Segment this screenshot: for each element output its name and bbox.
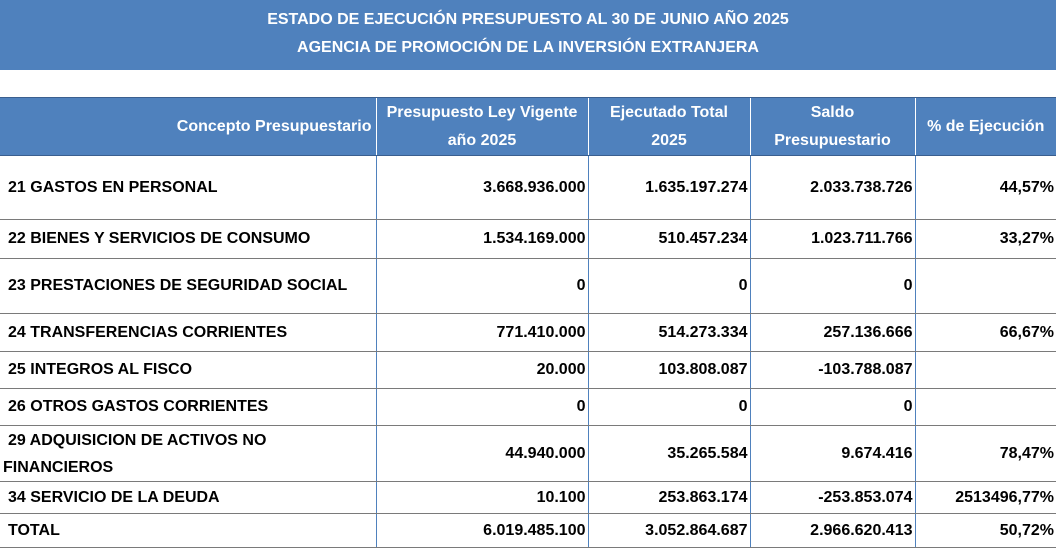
cell-ejecutado: 35.265.584 — [588, 426, 750, 482]
column-header-concepto: Concepto Presupuestario — [0, 98, 376, 156]
cell-ejecutado: 1.635.197.274 — [588, 156, 750, 220]
cell-presupuesto: 6.019.485.100 — [376, 514, 588, 548]
cell-presupuesto: 0 — [376, 259, 588, 314]
cell-ejecutado: 253.863.174 — [588, 482, 750, 514]
table-row — [0, 156, 1056, 220]
cell-presupuesto: 0 — [376, 389, 588, 426]
cell-saldo: 2.033.738.726 — [750, 156, 915, 220]
cell-porcentaje: 66,67% — [915, 314, 1056, 352]
cell-porcentaje — [915, 389, 1056, 426]
cell-porcentaje: 78,47% — [915, 426, 1056, 482]
cell-ejecutado: 0 — [588, 259, 750, 314]
cell-concepto: 29 ADQUISICION DE ACTIVOS NO FINANCIEROS — [0, 426, 376, 482]
cell-porcentaje: 2513496,77% — [915, 482, 1056, 514]
cell-porcentaje: 50,72% — [915, 514, 1056, 548]
cell-ejecutado: 510.457.234 — [588, 220, 750, 259]
cell-presupuesto: 44.940.000 — [376, 426, 588, 482]
cell-porcentaje: 33,27% — [915, 220, 1056, 259]
cell-saldo: -103.788.087 — [750, 352, 915, 389]
table-row — [0, 352, 1056, 389]
cell-concepto: 26 OTROS GASTOS CORRIENTES — [0, 389, 376, 426]
table-row — [0, 389, 1056, 426]
table-row — [0, 259, 1056, 314]
cell-ejecutado: 3.052.864.687 — [588, 514, 750, 548]
column-header-porcentaje: % de Ejecución — [915, 98, 1056, 156]
cell-saldo: 0 — [750, 259, 915, 314]
cell-concepto: 24 TRANSFERENCIAS CORRIENTES — [0, 314, 376, 352]
budget-table — [0, 97, 1056, 548]
cell-porcentaje — [915, 352, 1056, 389]
cell-ejecutado: 0 — [588, 389, 750, 426]
cell-saldo: 257.136.666 — [750, 314, 915, 352]
table-row — [0, 482, 1056, 514]
cell-presupuesto: 10.100 — [376, 482, 588, 514]
report-title: ESTADO DE EJECUCIÓN PRESUPUESTO AL 30 DE JUNIO AÑO 2025 — [267, 11, 789, 28]
column-header-presupuesto: Presupuesto Ley Vigente año 2025 — [376, 98, 588, 156]
column-header-ejecutado: Ejecutado Total 2025 — [588, 98, 750, 156]
cell-concepto: 25 INTEGROS AL FISCO — [0, 352, 376, 389]
cell-saldo: 2.966.620.413 — [750, 514, 915, 548]
table-row — [0, 220, 1056, 259]
title-band — [0, 0, 1056, 70]
cell-saldo: 9.674.416 — [750, 426, 915, 482]
cell-saldo: 1.023.711.766 — [750, 220, 915, 259]
cell-concepto: 22 BIENES Y SERVICIOS DE CONSUMO — [0, 220, 376, 259]
cell-porcentaje: 44,57% — [915, 156, 1056, 220]
total-row — [0, 514, 1056, 548]
cell-concepto: 21 GASTOS EN PERSONAL — [0, 156, 376, 220]
cell-saldo: -253.853.074 — [750, 482, 915, 514]
cell-concepto: 34 SERVICIO DE LA DEUDA — [0, 482, 376, 514]
cell-ejecutado: 103.808.087 — [588, 352, 750, 389]
cell-presupuesto: 1.534.169.000 — [376, 220, 588, 259]
cell-concepto: 23 PRESTACIONES DE SEGURIDAD SOCIAL — [0, 259, 376, 314]
table-row — [0, 314, 1056, 352]
cell-presupuesto: 771.410.000 — [376, 314, 588, 352]
table-row — [0, 426, 1056, 482]
cell-saldo: 0 — [750, 389, 915, 426]
cell-concepto: TOTAL — [0, 514, 376, 548]
table-header-row — [0, 98, 1056, 156]
agency-title: AGENCIA DE PROMOCIÓN DE LA INVERSIÓN EXTRANJERA — [297, 39, 759, 56]
cell-porcentaje — [915, 259, 1056, 314]
cell-ejecutado: 514.273.334 — [588, 314, 750, 352]
cell-presupuesto: 20.000 — [376, 352, 588, 389]
cell-presupuesto: 3.668.936.000 — [376, 156, 588, 220]
column-header-saldo: Saldo Presupuestario — [750, 98, 915, 156]
